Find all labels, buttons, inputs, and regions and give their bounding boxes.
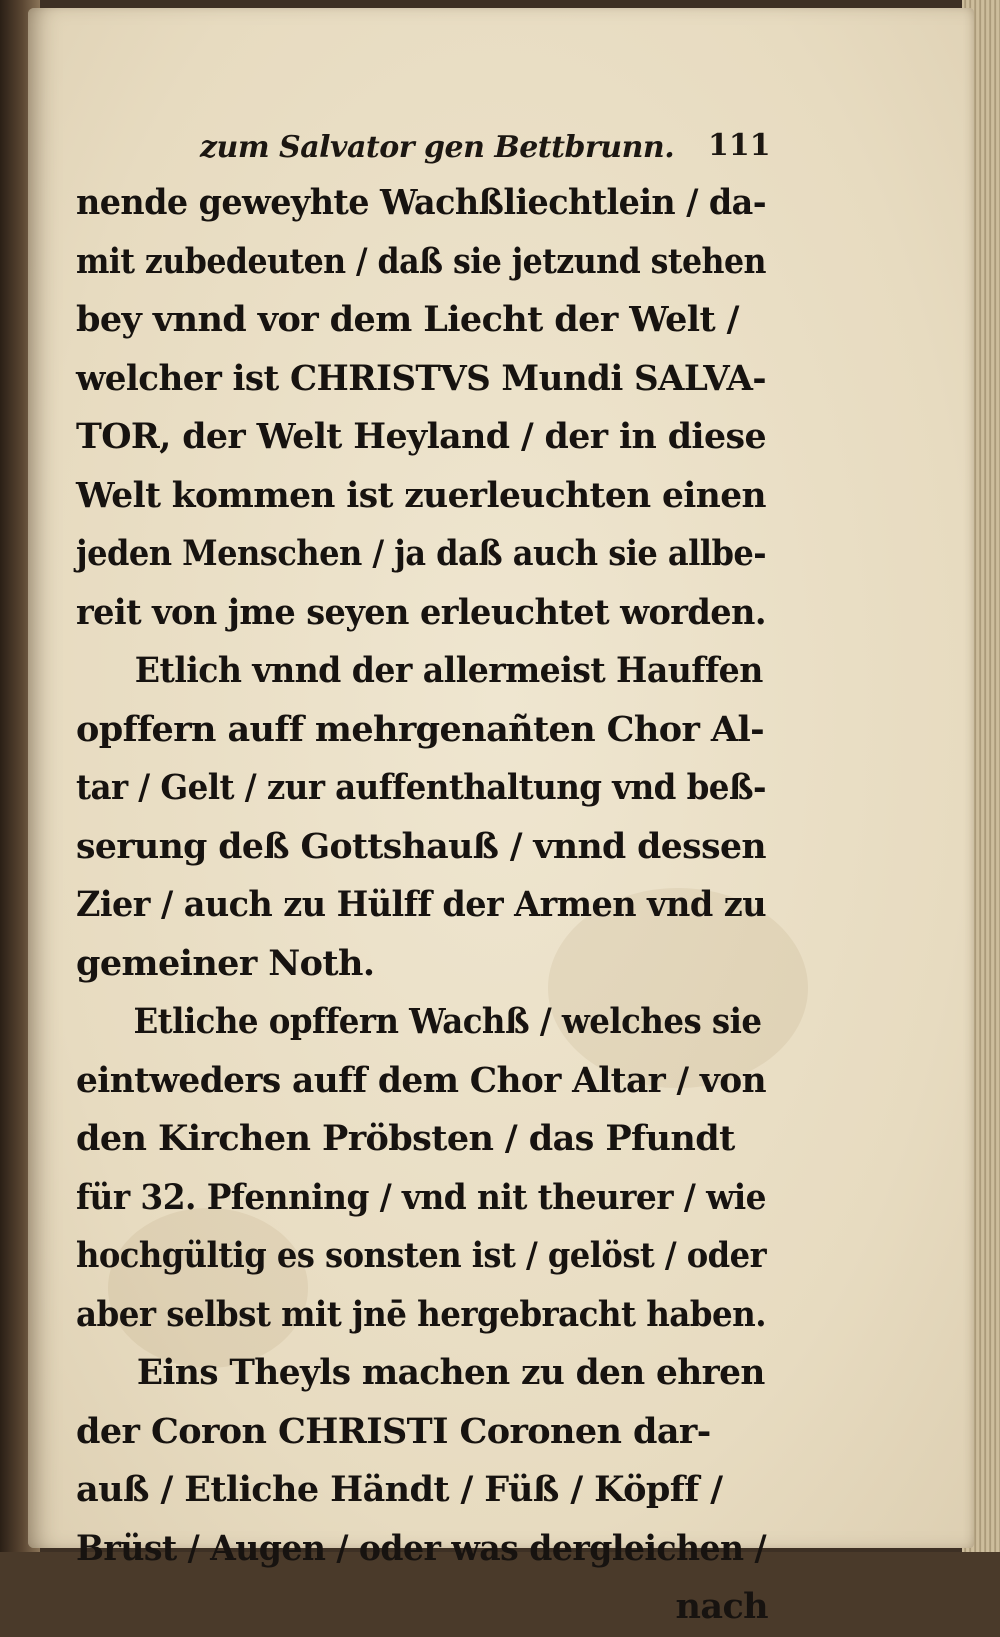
text-line: Welt kommen ist zuerleuchten einen	[76, 474, 766, 516]
text-line: mit zubedeuten / daß sie jetzund stehen	[76, 240, 766, 282]
text-line: TOR, der Welt Heyland / der in diese	[76, 416, 766, 457]
paragraph-start-line: Etlich vnnd der allermeist Hauffen	[134, 650, 763, 691]
text-line: eintweders auff dem Chor Altar / von	[76, 1059, 766, 1101]
text-line: hochgültig es sonsten ist / gelöst / oder	[76, 1235, 766, 1276]
catchword: nach	[675, 1586, 768, 1627]
text-line: auß / Etliche Händt / Füß / Köpff /	[76, 1469, 723, 1510]
text-line: serung deß Gottshauß / vnnd dessen	[76, 825, 766, 867]
text-line: welcher ist CHRISTVS Mundi SALVA-	[76, 357, 766, 399]
text-line: Brüst / Augen / oder was dergleichen /	[76, 1527, 766, 1569]
text-line: bey vnnd vor dem Liecht der Welt /	[76, 299, 739, 340]
text-line: für 32. Pfenning / vnd nit theurer / wie	[76, 1176, 766, 1218]
text-line: gemeiner Noth.	[76, 942, 375, 984]
text-line: aber selbst mit jnē hergebracht haben.	[76, 1293, 766, 1335]
paragraph-start-line: Etliche opffern Wachß / welches sie	[133, 1001, 762, 1042]
text-line: jeden Menschen / ja daß auch sie allbe-	[76, 533, 766, 574]
text-line: Zier / auch zu Hülff der Armen vnd zu	[76, 884, 766, 925]
running-head: zum Salvator gen Bettbrunn.	[200, 130, 675, 165]
text-line: reit von jme seyen erleuchtet worden.	[76, 591, 766, 633]
body-text	[76, 174, 776, 1637]
text-line: den Kirchen Pröbsten / das Pfundt	[76, 1118, 735, 1159]
text-line: nende geweyhte Wachßliechtlein / da-	[76, 182, 766, 223]
page-header	[28, 126, 974, 166]
page-number: 111	[708, 128, 771, 163]
text-line: tar / Gelt / zur auffenthaltung vnd beß-	[76, 767, 766, 808]
book-page	[28, 8, 974, 1627]
text-line: opffern auff mehrgenañten Chor Al-	[76, 708, 765, 750]
paragraph-start-line: Eins Theyls machen zu den ehren	[136, 1352, 765, 1393]
text-line: der Coron CHRISTI Coronen dar-	[76, 1410, 711, 1452]
